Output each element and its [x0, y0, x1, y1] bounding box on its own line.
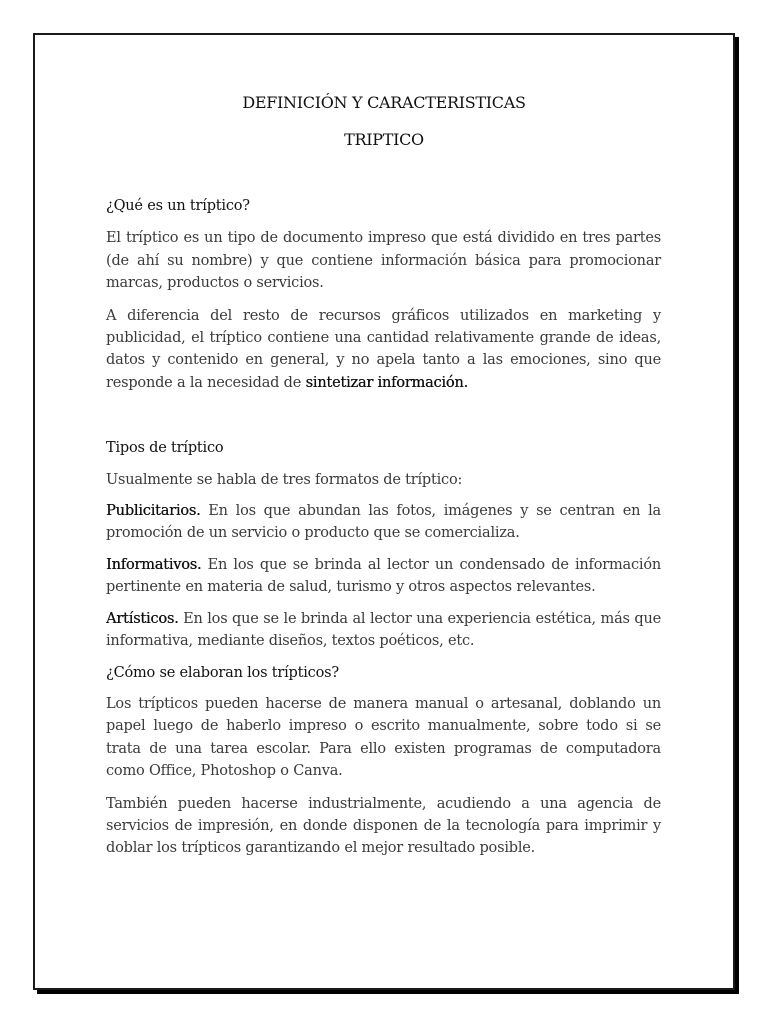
heading-que-es: ¿Qué es un tríptico? — [106, 198, 250, 214]
paragraph-formats-intro: Usualmente se habla de tres formatos de tríptico: — [106, 471, 463, 488]
document-subtitle: TRIPTICO — [344, 130, 424, 149]
paragraph-informativos — [106, 554, 661, 599]
text-informativos: En los que se brinda al lector un condensado de información pertinente en materia de salud, turismo y otros aspectos relevantes. — [106, 556, 661, 596]
text-artisticos: En los que se le brinda al lector una experiencia estética, más que informativa, mediante diseños, textos poéticos, etc. — [106, 610, 661, 650]
paragraph-publicitarios — [106, 500, 661, 545]
paragraph-difference — [106, 305, 661, 395]
paragraph-industrial: También pueden hacerse industrialmente, acudiendo a una agencia de servicios de impresión, en donde disponen de la tecnología para imprimir y doblar los trípticos garantizando el mejor resultado posible. — [106, 795, 661, 857]
paragraph-definition: El tríptico es un tipo de documento impreso que está dividido en tres partes (de ahí su nombre) y que contiene información básica para promocionar marcas, productos o servicios. — [106, 230, 661, 292]
document-title: DEFINICIÓN Y CARACTERISTICAS — [242, 93, 526, 112]
label-publicitarios: Publicitarios. — [106, 503, 201, 520]
label-artisticos: Artísticos. — [106, 610, 179, 627]
paragraph-manual: Los trípticos pueden hacerse de manera manual o artesanal, doblando un papel luego de haberlo impreso o escrito manualmente, sobre todo si se trata de una tarea escolar. Para ello existen programas de computadora como Office, Photoshop o Canva. — [106, 695, 661, 780]
paragraph-difference-text: A diferencia del resto de recursos gráficos utilizados en marketing y publicidad, el tríptico contiene una cantidad relativamente grande de ideas, datos y contenido en general, y no apela tanto a las emociones, sino que responde a la necesidad de — [106, 307, 661, 391]
label-informativos: Informativos. — [106, 556, 202, 573]
text-publicitarios: En los que abundan las fotos, imágenes y se centran en la promoción de un servicio o producto que se comercializa. — [106, 503, 661, 542]
bold-sintetizar: sintetizar información. — [305, 374, 468, 391]
document-body — [106, 195, 661, 860]
heading-como-se-elaboran: ¿Cómo se elaboran los trípticos? — [106, 664, 339, 681]
heading-tipos: Tipos de tríptico — [106, 440, 224, 457]
paragraph-artisticos — [106, 608, 661, 653]
